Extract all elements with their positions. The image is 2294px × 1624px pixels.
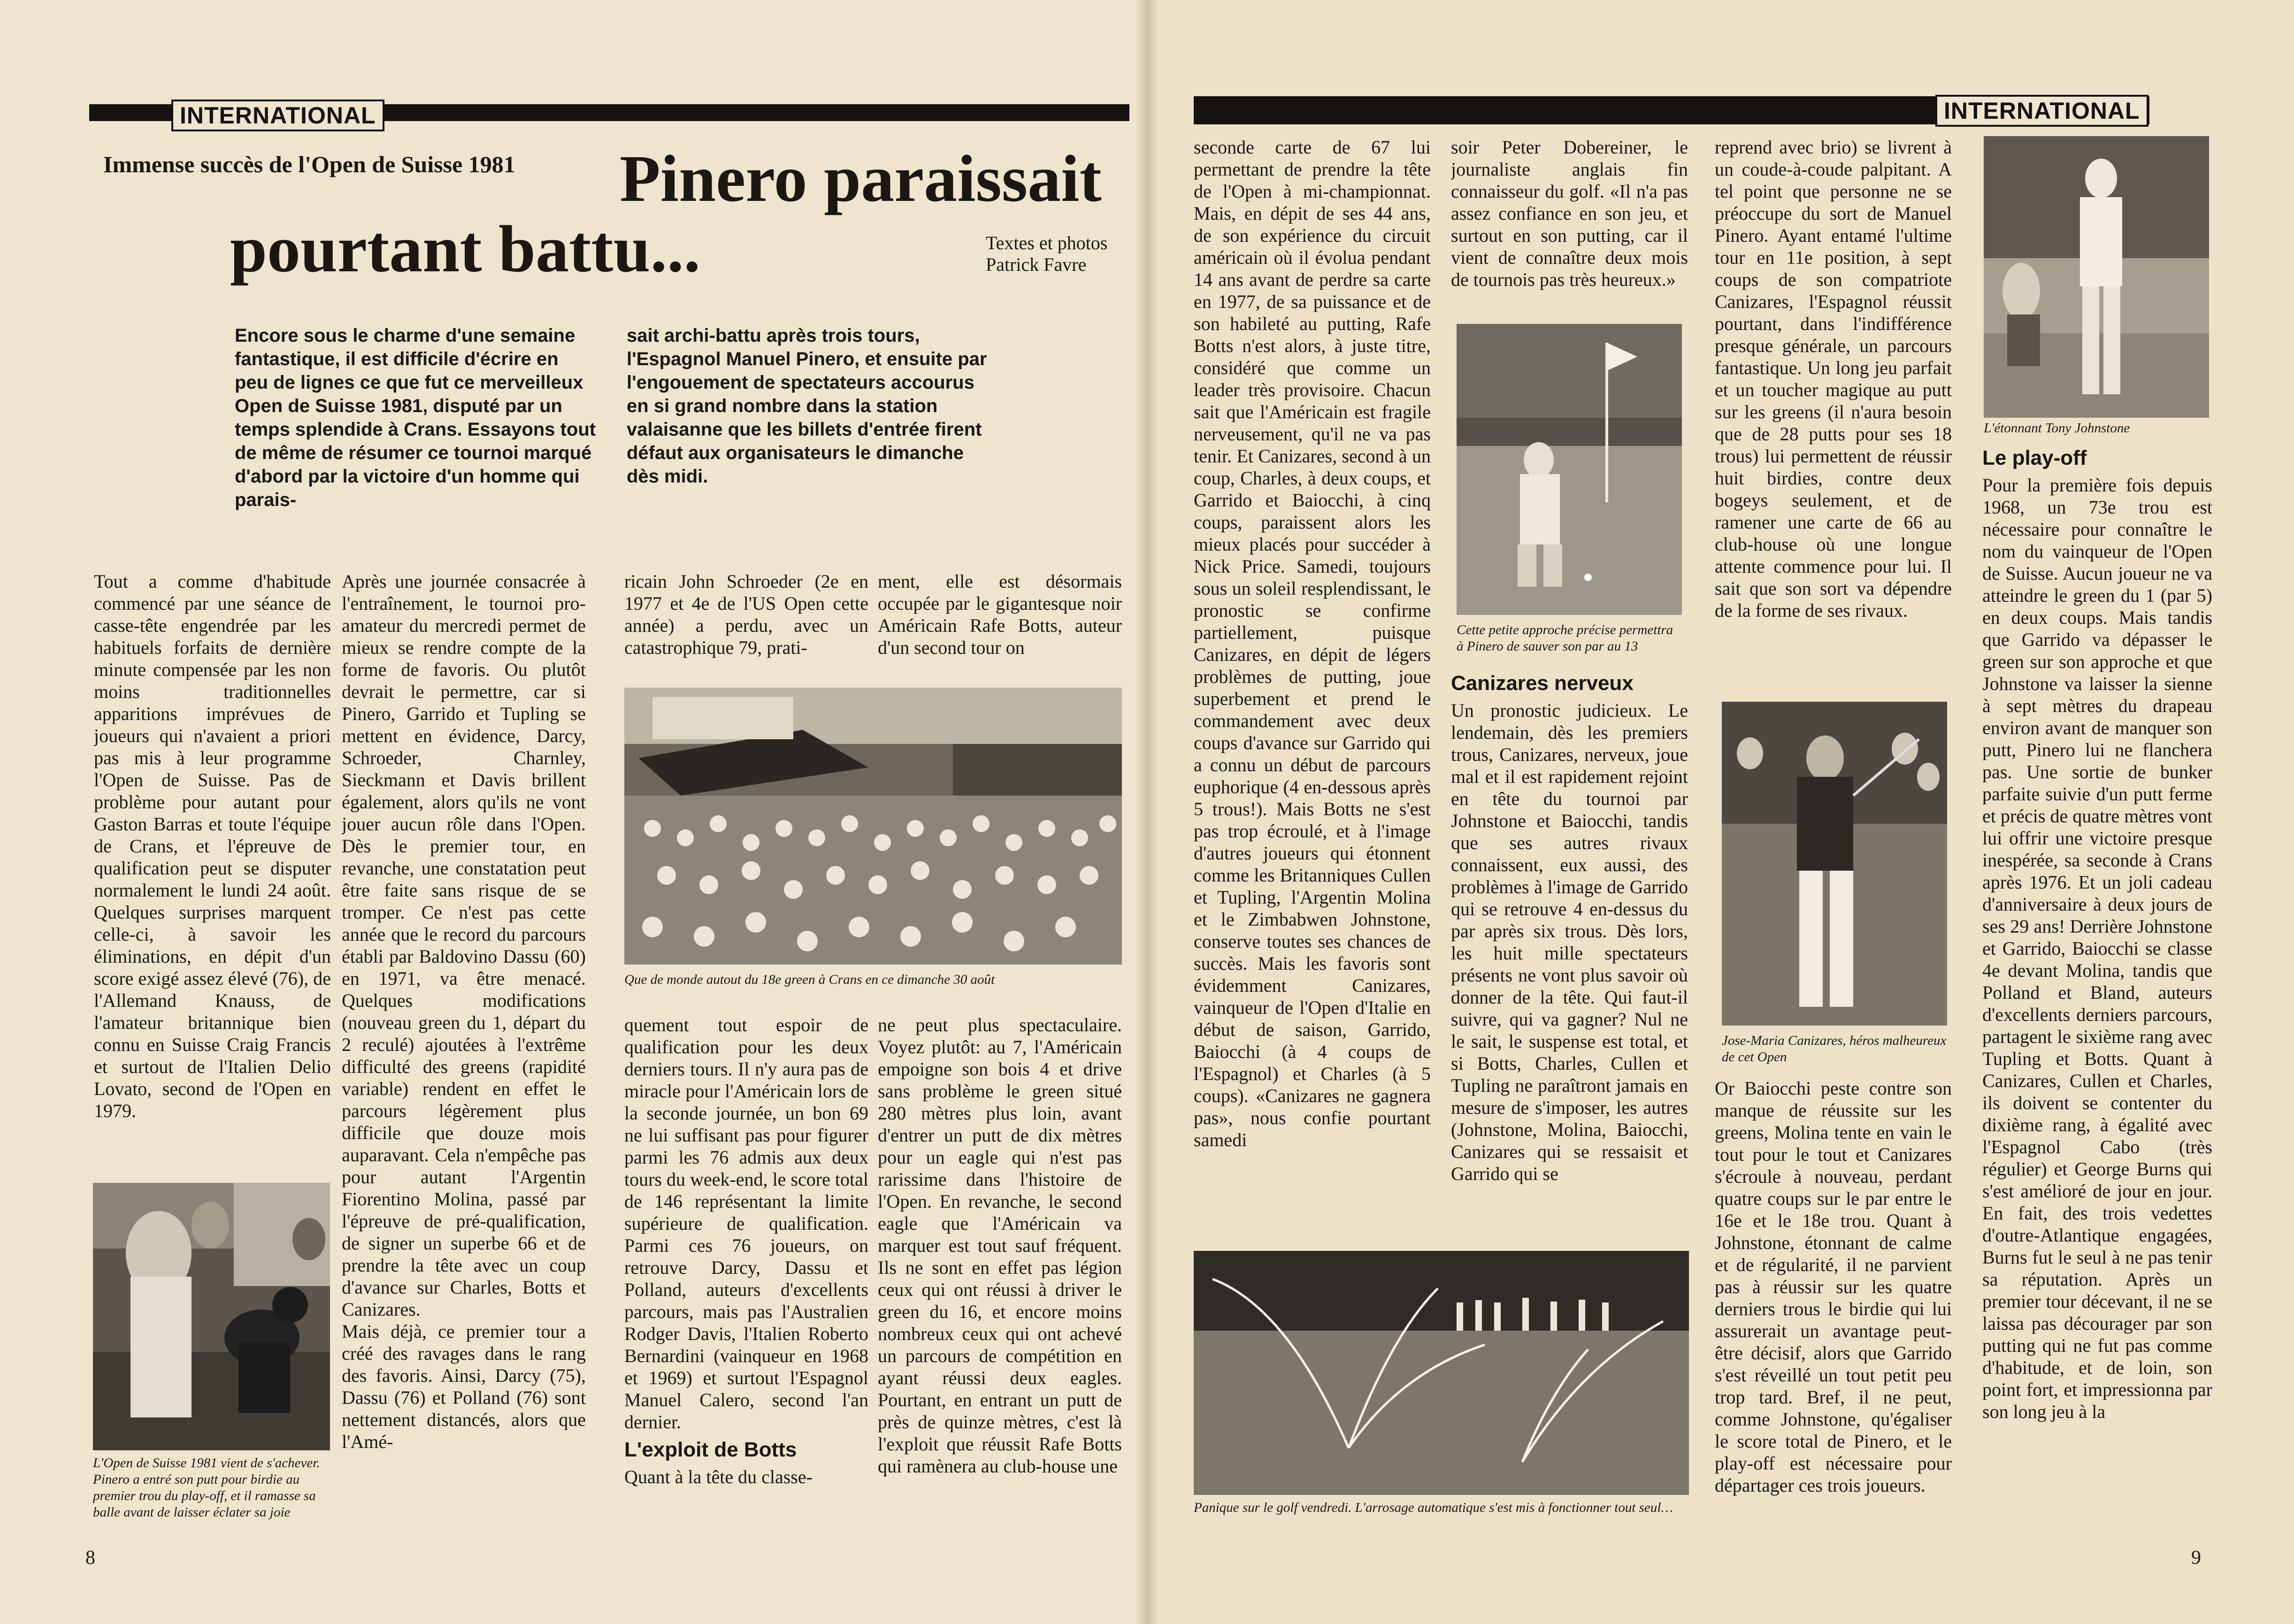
column-3-end-text: Quant à la tête du classe- xyxy=(624,1466,813,1487)
right-column-2-bottom-text: Un pronostic judicieux. Le lendemain, dès les premiers trous, Canizares, nerveux, joue mal et il est rapidement rejoint en tête du tournoi par Johnstone et Baiocchi, tandis que ses autres rivaux connaissent, eux aussi, des problèmes à l'image de Garrido qui se retrouve 4 en-dessus du par après six trous. Dès lors, les huit mille spectateurs présents ne vont plus savoir où donner de la tête. Qui faut-il suivre, qui va gagner? Nul ne le sait, le suspense est total, et si Botts, Charles, Cullen et Tupling ne paraîtront jamais en mesure de s'imposer, les autres (Johnstone, Molina, Baiocchi, Canizares qui se ressaisit et Garrido qui se xyxy=(1451,700,1688,1184)
photo-crowd-18th-green xyxy=(624,688,1122,965)
right-column-2-top xyxy=(1451,136,1688,324)
right-column-4-text: Pour la première fois depuis 1968, un 73e trou est nécessaire pour connaître le nom du vainqueur de l'Open de Suisse. Aucun joueur ne va atteindre le green du 1 (par 5) en deux coups. Mais tandis que Garrido va dépasser le green sur son approche et que Johnstone va laisser la sienne à sept mètres du drapeau environ avant de manquer son putt, Pinero lui ne flanchera pas. Une sortie de bunker parfaite suivie d'un putt ferme et précis de quatre mètres vont lui offrir une victoire presque inespérée, sa seconde à Crans après 1976. Et un joli cadeau d'anniversaire à deux jours de ses 29 ans! Derrière Johnstone et Garrido, Baiocchi se classe 4e devant Molina, tandis que Polland et Bland, auteurs d'excellents derniers parcours, partagent le sixième rang avec Tupling et Botts. Quant à Canizares, Cullen et Charles, ils doivent se contenter du dixième rang, à égalité avec l'Espagnol Cabo (très régulier) et George Burns qui s'est amélioré de jour en jour. En fait, des trois vedettes d'outre-Atlantique engagées, Burns fut le seul à ne pas tenir sa réputation. Après un premier tour décevant, il ne se laissa pas décourager par son putting qui ne fut pas comme d'habitude, et de loin, son point fort, et impressionna par son long jeu à la xyxy=(1982,475,2212,1422)
article-column-3-top xyxy=(624,570,868,678)
column-3-top-text: ricain John Schroeder (2e en 1977 et 4e de l'US Open cette année) a perdu, avec un catastrophique 79, prati- xyxy=(624,571,868,658)
photo-sprinklers-image xyxy=(1194,1251,1689,1495)
article-column-4-top xyxy=(878,570,1122,678)
right-column-3-top-text: reprend avec brio) se livrent à un coude-à-coude palpitant. A tel point que personne ne se préoccupe du sort de Manuel Pinero. Ayant entamé l'ultime tour en 11e position, à sept coups de son compatriote Canizares, l'Espagnol réussit pourtant, dans l'indifférence presque générale, un parcours fantastique. Un long jeu parfait et un toucher magique au putt sur les greens (il n'aura besoin que de 28 putts pour ses 18 trous) lui permettent de réussir huit birdies, contre deux bogeys seulement, et de ramener une carte de 66 au club-house où une longue attente commence pour lui. Il sait que son sort va dépendre de la forme de ses rivaux. xyxy=(1715,137,1952,621)
photo-johnstone xyxy=(1984,136,2209,418)
photo-pinero-approach xyxy=(1457,324,1682,615)
photo-pinero-image xyxy=(93,1183,330,1450)
caption-pinero: L'Open de Suisse 1981 vient de s'achever. Pinero a entré son putt pour birdie au premier trou du play-off, et il ramasse sa balle avant de laisser éclater sa joie xyxy=(93,1455,320,1520)
article-column-1 xyxy=(94,570,331,1171)
caption-approach: Cette petite approche précise permettra à Pinero de sauver son par au 13 xyxy=(1457,622,1673,654)
photo-johnstone-image xyxy=(1984,136,2209,418)
byline-line-1: Textes et photos xyxy=(986,232,1108,253)
book-gutter xyxy=(1136,0,1159,1624)
right-column-1-text: seconde carte de 67 lui permettant de prendre la tête de l'Open à mi-championnat. Mais, en dépit de ses 44 ans, de son expérience du circuit américain où il évolua pendant 14 ans avant de perdre sa carte en 1977, de sa puissance et de son habileté au putting, Rafe Botts n'est alors, à juste titre, considéré que comme un leader très provisoire. Chacun sait que l'Américain est fragile nerveusement, qu'il ne va pas tenir. Et Canizares, second à un coup, Charles, à deux coups, et Garrido et Baiocchi, à cinq coups, paraissent alors les mieux placés pour succéder à Nick Price. Samedi, toujours sous un soleil resplendissant, le pronostic se confirme partiellement, puisque Canizares, en dépit de légers problèmes de putting, joue superbement et prend le commandement avec deux coups d'avance sur Garrido qui a connu un début de parcours euphorique (4 en-dessous après 5 trous!). Mais Botts ne s'est pas trop écroulé, et à l'image d'autres joueurs qui étonnent comme les Britanniques Cullen et Tupling, l'Argentin Molina et le Zimbabwen Johnstone, conserve toutes ses chances de succès. Mais les favoris sont évidemment Canizares, vainqueur de l'Open d'Italie en début de saison, Garrido, Baiocchi (à 4 coups de l'Espagnol) et Charles (à 5 coups). «Canizares ne gagnera pas», nous confie pourtant samedi xyxy=(1194,137,1431,1150)
right-column-4 xyxy=(1982,441,2212,1554)
headline-line-1: Pinero paraissait xyxy=(620,141,1102,215)
subhead-canizares-nerveux: Canizares nerveux xyxy=(1451,672,1634,695)
column-2-paragraph-1: Après une journée consacrée à l'entraînement, le tournoi pro-amateur du mercredi permet de mieux se rendre compte de la forme de favoris. Ou plutôt devrait le permettre, car si Pinero, Garrido et Tupling se mettent en évidence, Darcy, Schroeder, Charnley, Sieckmann et Davis brillent également, alors qu'ils ne vont jouer aucun rôle dans l'Open. Dès le premier tour, en revanche, une constatation peut être faite sans risque de se tromper. Ce n'est pas cette année que le record du parcours établi par Baldovino Dassu (60) en 1971, va être menacé. Quelques modifications (nouveau green du 1, départ du 2 reculé) ajoutées à l'extrême difficulté des greens (rapidité variable) rendent en effet le parcours légèrement plus difficile que douze mois auparavant. Cela n'empêche pas pour autant l'Argentin Fiorentino Molina, passé par l'épreuve de pré-qualification, de signer un superbe 66 et de prendre la tête avec un coup d'avance sur Charles, Botts et Canizares. xyxy=(342,571,586,1320)
photo-canizares xyxy=(1722,702,1947,1026)
page-number-left: 8 xyxy=(85,1547,95,1569)
subhead-play-off: Le play-off xyxy=(1982,446,2087,469)
column-2-paragraph-2: Mais déjà, ce premier tour a créé des ravages dans le rang des favoris. Ainsi, Darcy (75), Dassu (76) et Polland (76) sont nettement distancés, alors que l'Amé- xyxy=(342,1321,586,1452)
caption-canizares: Jose-Maria Canizares, héros malheureux de cet Open xyxy=(1722,1033,1947,1065)
subhead-exploit-botts: L'exploit de Botts xyxy=(624,1438,797,1461)
article-column-2 xyxy=(342,570,586,1537)
photo-sprinklers xyxy=(1194,1251,1689,1495)
photo-pinero-celebration xyxy=(93,1183,330,1450)
intro-part-1: Encore sous le charme d'une semaine fantastique, il est difficile d'écrire en peu de lignes ce que fut ce merveilleux Open de Suisse 1981, disputé par un temps splendide à Crans. Essayons tout de même de résumer ce tournoi marqué d'abord par la victoire d'un homme qui parais- xyxy=(235,325,596,510)
article-column-4-bottom xyxy=(878,1014,1122,1535)
right-column-2-top-text: soir Peter Dobereiner, le journaliste anglais fin connaisseur du golf. «Il n'a pas assez confiance en son jeu, et surtout en son putting, car il vient de connaître deux mois de tournois pas très heureux.» xyxy=(1451,137,1688,290)
column-1-text: Tout a comme d'habitude commencé par une séance de casse-tête engendrée par les habituels forfaits de dernière minute compensée par les non moins traditionnelles apparitions imprévues de joueurs qui n'avaient a priori pas mis à leur programme l'Open de Suisse. Pas de problème pour autant pour Gaston Barras et toute l'équipe de Crans, et l'épreuve de qualification peut se disputer normalement le lundi 24 août. Quelques surprises marquent celle-ci, à savoir les éliminations, en dépit d'un score exigé assez élevé (76), de l'Allemand Knauss, de l'amateur britannique bien connu en Suisse Craig Francis et surtout de l'Italien Delio Lovato, second de l'Open en 1979. xyxy=(94,571,331,1121)
photo-crowd-image xyxy=(624,688,1122,965)
column-4-top-text: ment, elle est désormais occupée par le gigantesque noir Américain Rafe Botts, auteur d'un second tour on xyxy=(878,571,1122,658)
section-label: INTERNATIONAL xyxy=(171,100,384,131)
article-column-3-bottom xyxy=(624,1014,868,1535)
right-column-3-bottom xyxy=(1715,1077,1952,1551)
kicker: Immense succès de l'Open de Suisse 1981 xyxy=(103,151,515,177)
caption-sprinklers: Panique sur le golf vendredi. L'arrosage automatique s'est mis à fonctionner tout seul… xyxy=(1194,1500,1673,1515)
section-label-right: INTERNATIONAL xyxy=(1935,95,2148,127)
right-page xyxy=(1147,0,2294,1624)
page-number-right: 9 xyxy=(2191,1547,2201,1569)
photo-approach-image xyxy=(1457,324,1682,615)
column-4-bottom-text: ne peut plus spectaculaire. Voyez plutôt: au 7, l'Américain empoigne son bois 4 et drive sans problème le green situé 280 mètres plus loin, avant d'entrer un putt de dix mètres pour un eagle qui n'est pas rarissime dans l'histoire de l'Open. En revanche, le second eagle que l'Américain va marquer est tout sauf fréquent. Ils ne sont en effet pas légion ceux qui ont réussi à driver le green du 16, et encore moins nombreux ceux qui ont achevé un parcours de compétition en ayant réussi deux eagles. Pourtant, en entrant un putt de près de quinze mètres, c'est là l'exploit que réussit Rafe Botts qui ramènera au club-house une xyxy=(878,1014,1122,1477)
caption-johnstone: L'étonnant Tony Johnstone xyxy=(1984,421,2130,436)
photo-canizares-image xyxy=(1722,702,1947,1026)
byline-line-2: Patrick Favre xyxy=(986,254,1087,275)
column-3-bottom-text: quement tout espoir de qualification pour les deux derniers tours. Il n'y aura pas de miracle pour l'Américain lors de la seconde journée, un bon 69 ne lui suffisant pas pour figurer parmi les 76 admis aux deux tours du week-end, le score total de 146 représentant la limite supérieure de qualification. Parmi ces 76 joueurs, on retrouve Darcy, Dassu et Polland, auteurs d'excellents parcours, mais pas l'Australien Rodger Davis, l'Italien Roberto Bernardini (vainqueur en 1968 et 1969) et surtout l'Espagnol Manuel Calero, second l'an dernier. xyxy=(624,1014,868,1432)
right-column-3-bottom-text: Or Baiocchi peste contre son manque de réussite sur les greens, Molina tente en vain le tout pour le tout et Canizares s'écroule à nouveau, perdant quatre coups sur le par entre le 16e et le 18e trou. Quant à Johnstone, étonnant de calme et de régularité, il ne parvient pas à réussir sur les quatre derniers trous le birdie qui lui assurerait un avantage peut-être décisif, alors que Garrido s'est réveillé un tout petit peu trop tard. Bref, il ne peut, comme Johnstone, qu'égaliser le score total de Pinero, et le play-off est nécessaire pour départager ces trois joueurs. xyxy=(1715,1078,1952,1496)
right-column-2-bottom xyxy=(1451,666,1688,1249)
right-column-1 xyxy=(1194,136,1431,1249)
headline-line-2: pourtant battu... xyxy=(230,212,701,286)
intro-part-2: sait archi-battu après trois tours, l'Espagnol Manuel Pinero, et ensuite par l'engouement de spectateurs accourus en si grand nombre dans la station valaisanne que les billets d'entrée firent défaut aux organisateurs le dimanche dès midi. xyxy=(627,325,987,487)
caption-crowd: Que de monde autout du 18e green à Crans en ce dimanche 30 août xyxy=(624,972,995,987)
right-column-3-top xyxy=(1715,136,1952,690)
